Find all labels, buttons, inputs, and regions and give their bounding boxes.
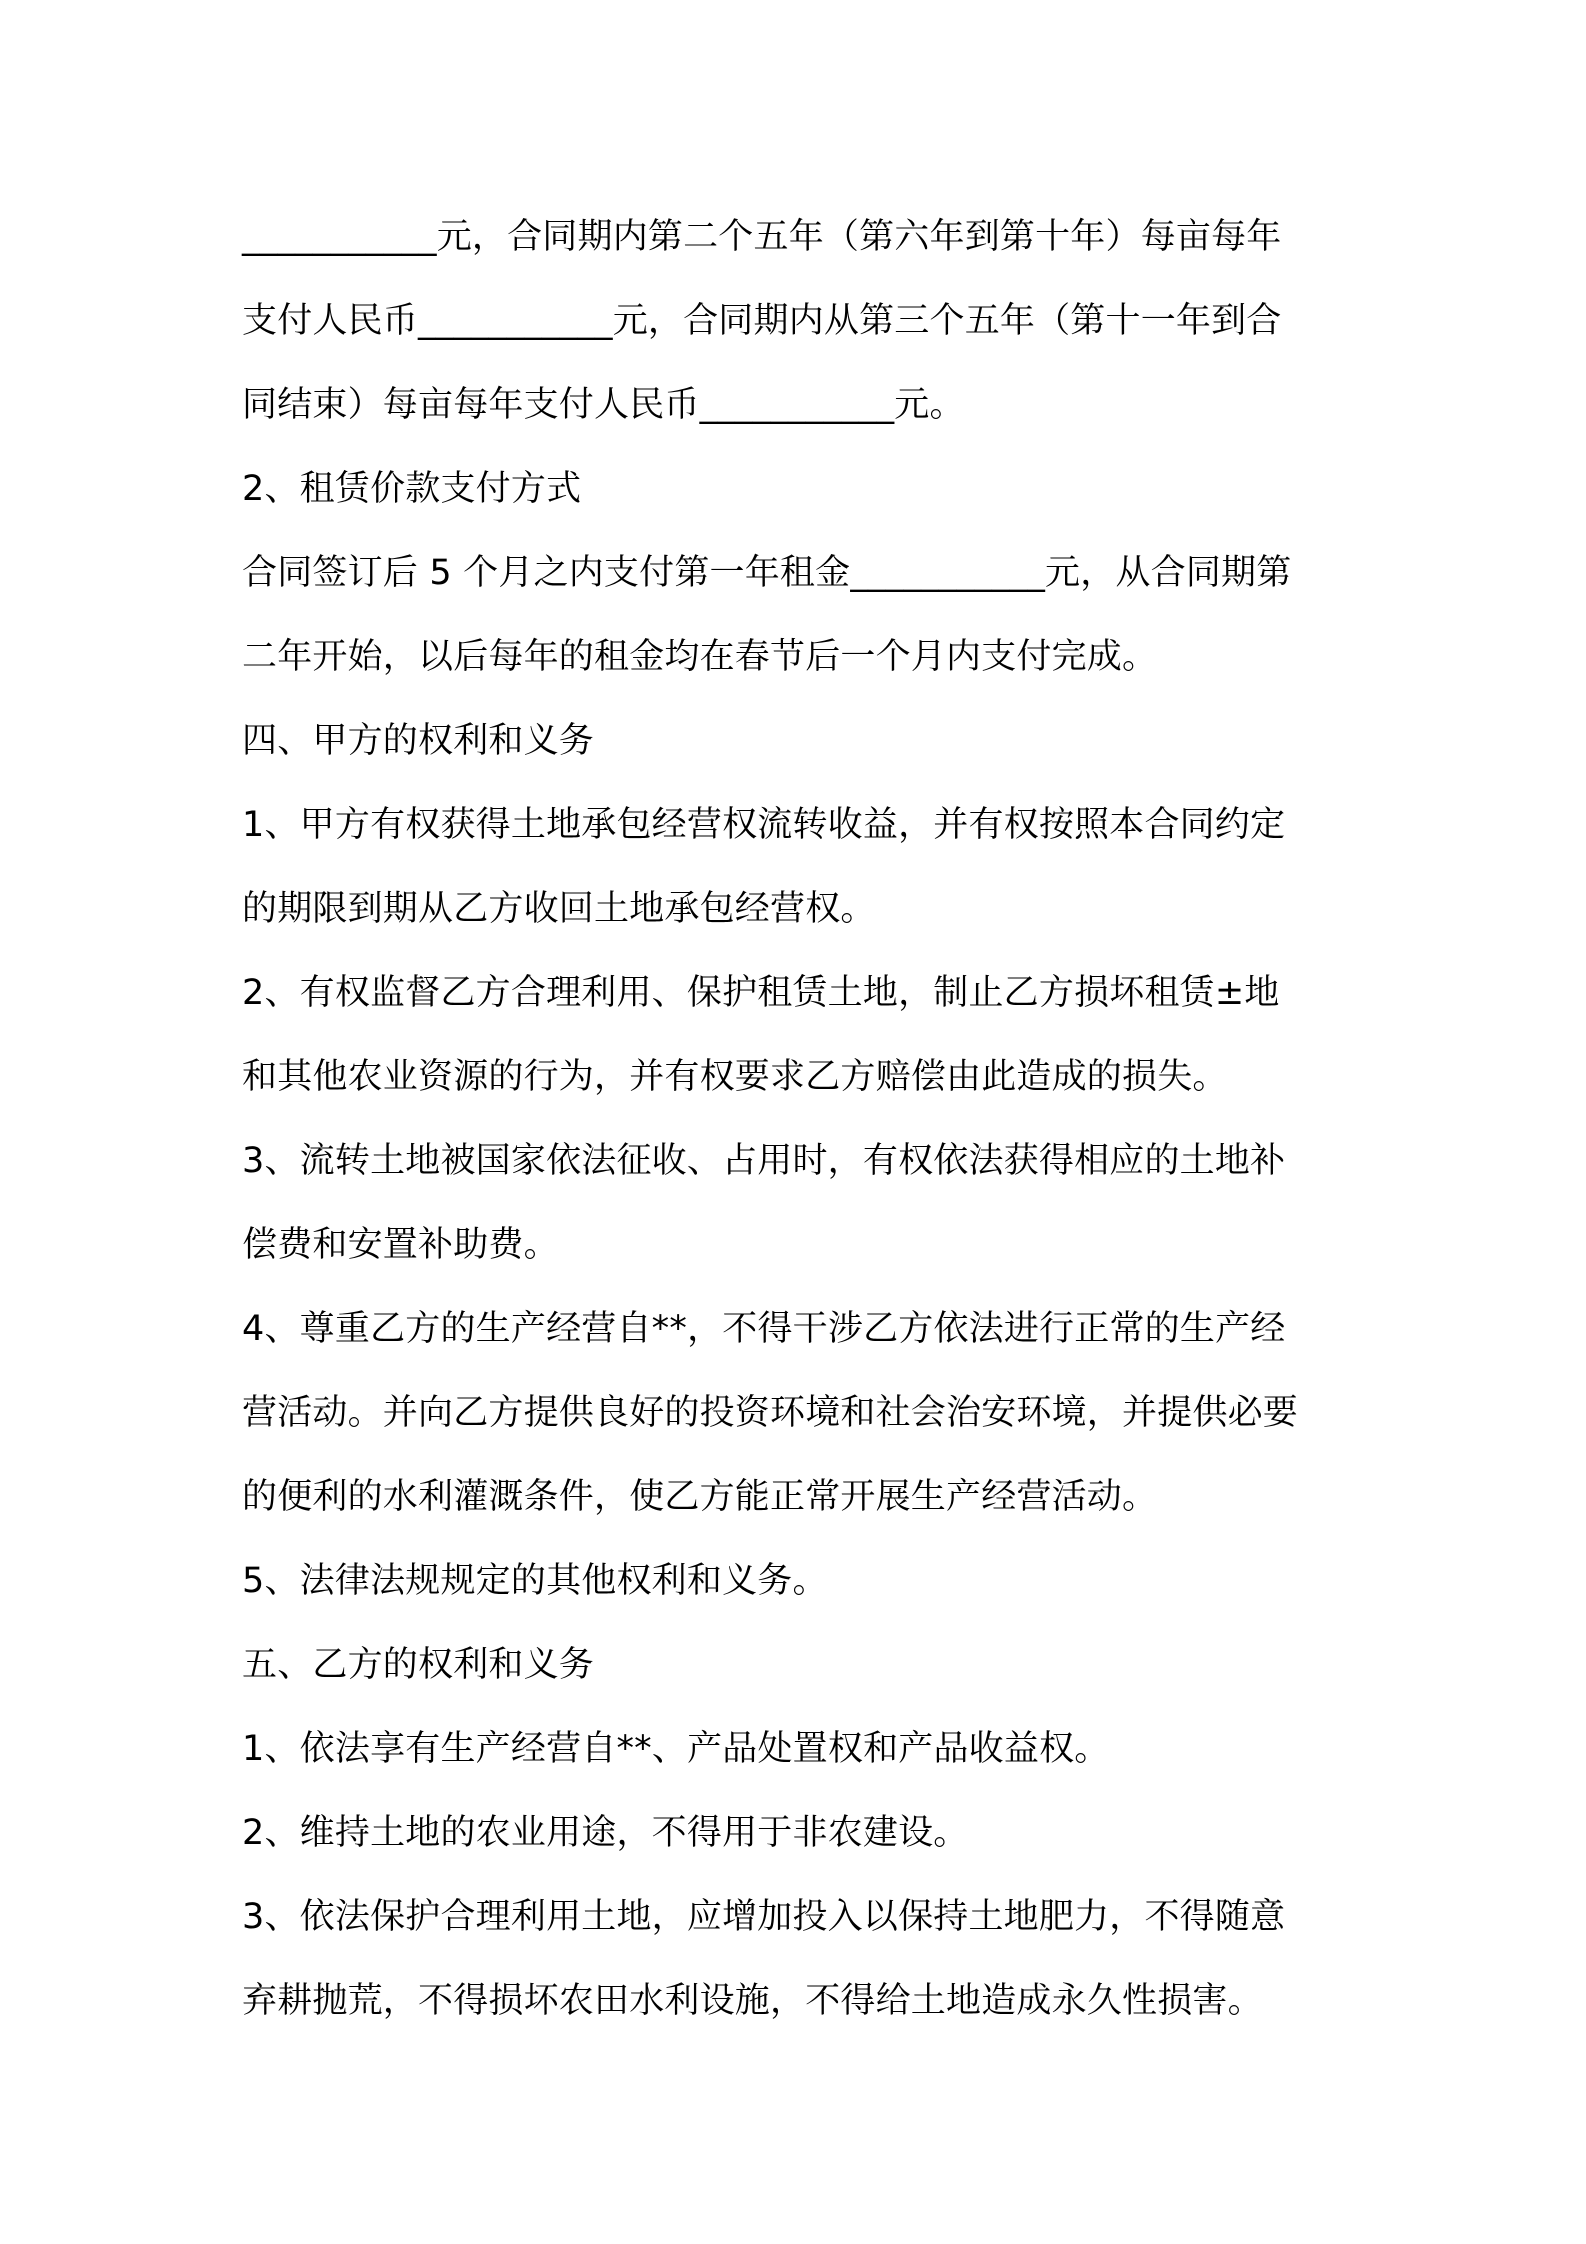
text-line: 1、依法享有生产经营自**、产品处置权和产品收益权。 [242, 1729, 1110, 1769]
text-line: 3、流转土地被国家依法征收、占用时，有权依法获得相应的土地补 [242, 1141, 1286, 1181]
text-line: 4、尊重乙方的生产经营自**，不得干涉乙方依法进行正常的生产经 [242, 1309, 1286, 1349]
text-line: 弃耕抛荒，不得损坏农田水利设施，不得给土地造成永久性损害。 [242, 1981, 1263, 2021]
text-line: 的期限到期从乙方收回土地承包经营权。 [242, 889, 876, 929]
text-line: 2、有权监督乙方合理利用、保护租赁土地，制止乙方损坏租赁±地 [242, 973, 1280, 1013]
text-line: 同结束）每亩每年支付人民币___________元。 [242, 385, 965, 425]
text-line: 1、甲方有权获得土地承包经营权流转收益，并有权按照本合同约定 [242, 805, 1286, 845]
text-line: 3、依法保护合理利用土地，应增加投入以保持土地肥力，不得随意 [242, 1897, 1286, 1937]
text-line: ___________元，合同期内第二个五年（第六年到第十年）每亩每年 [242, 217, 1282, 257]
text-line: 5、法律法规规定的其他权利和义务。 [242, 1561, 828, 1601]
section-heading: 五、乙方的权利和义务 [242, 1645, 595, 1685]
text-line: 营活动。并向乙方提供良好的投资环境和社会治安环境，并提供必要 [242, 1393, 1299, 1433]
text-line: 2、维持土地的农业用途，不得用于非农建设。 [242, 1813, 969, 1853]
section-heading: 四、甲方的权利和义务 [242, 721, 595, 761]
text-line: 和其他农业资源的行为，并有权要求乙方赔偿由此造成的损失。 [242, 1057, 1228, 1097]
section-heading: 2、租赁价款支付方式 [242, 469, 582, 509]
document-body [242, 195, 1362, 2043]
text-line: 合同签订后 5 个月之内支付第一年租金___________元，从合同期第 [242, 553, 1292, 593]
text-line: 支付人民币___________元，合同期内从第三个五年（第十一年到合 [242, 301, 1282, 341]
text-line: 的便利的水利灌溉条件，使乙方能正常开展生产经营活动。 [242, 1477, 1158, 1517]
text-line: 二年开始，以后每年的租金均在春节后一个月内支付完成。 [242, 637, 1158, 677]
text-line: 偿费和安置补助费。 [242, 1225, 559, 1265]
